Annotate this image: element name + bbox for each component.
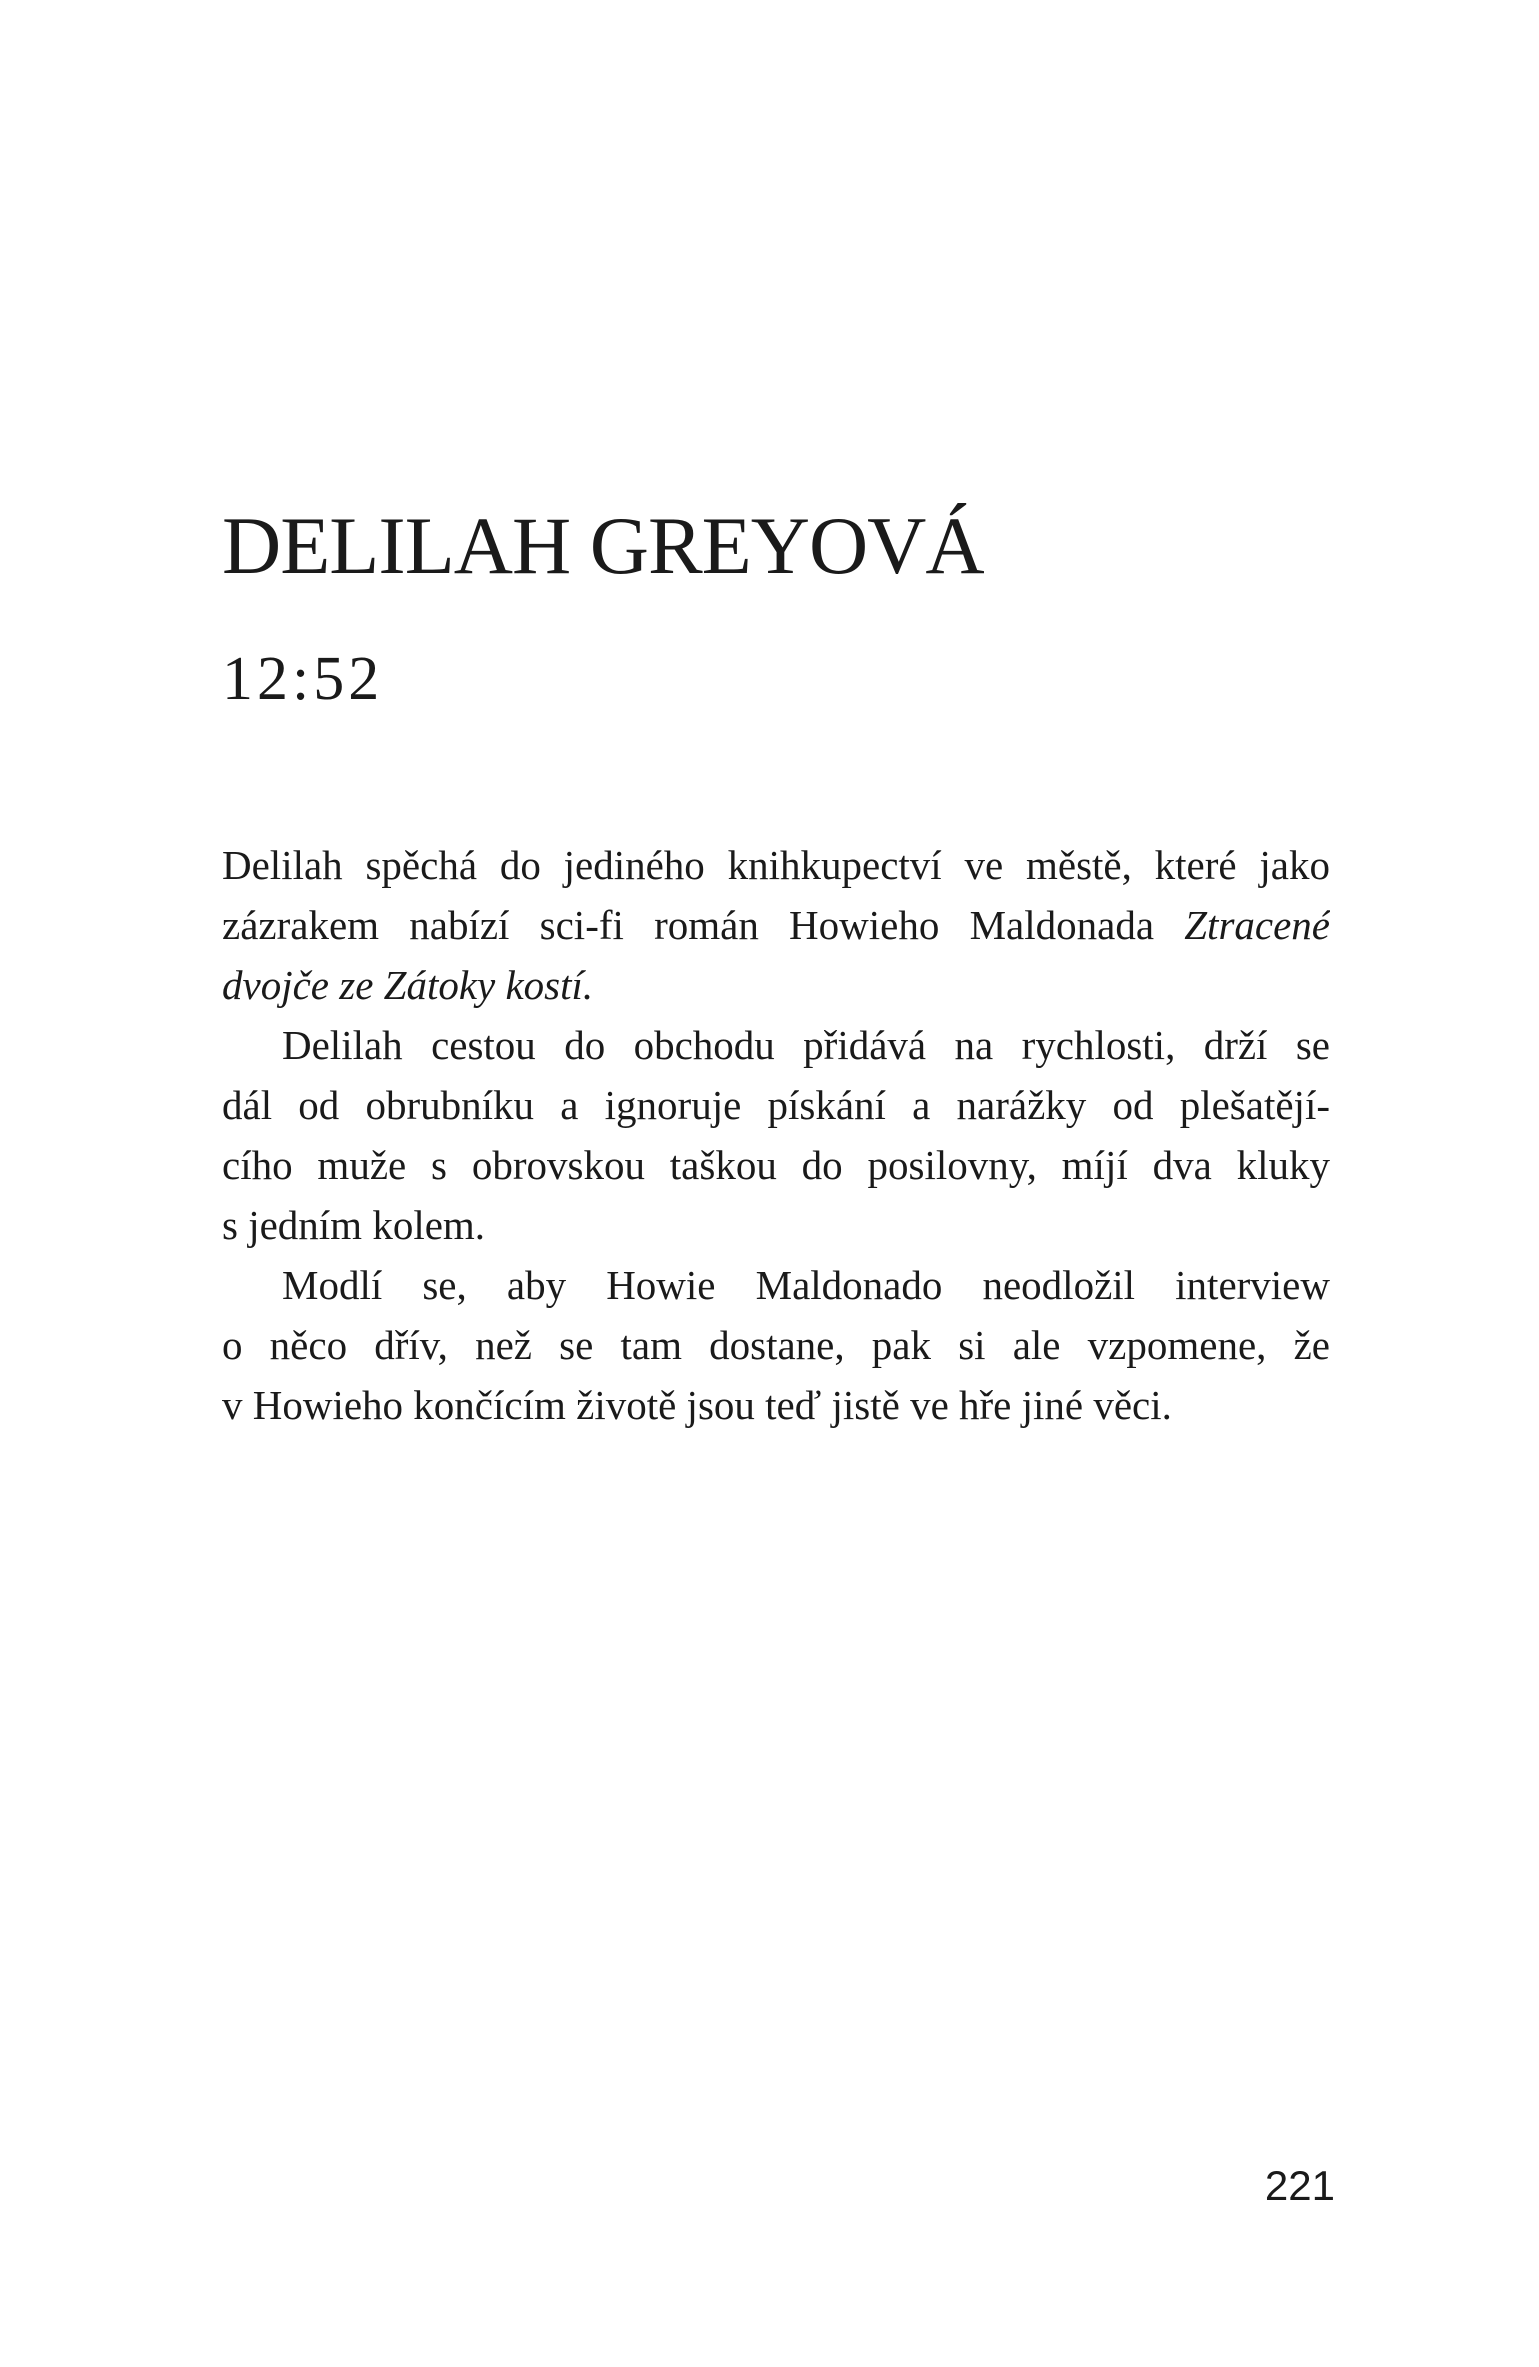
text-line: zázrakem nabízí sci-fi román Howieho Maldonada Ztracené <box>222 902 1330 948</box>
body-text <box>222 835 1330 1435</box>
chapter-time: 12:52 <box>222 645 384 713</box>
text-line: s jedním kolem. <box>222 1202 486 1248</box>
text-line: Modlí se, aby Howie Maldonado neodložil interview <box>282 1262 1330 1308</box>
text-line: o něco dřív, než se tam dostane, pak si ale vzpomene, že <box>222 1322 1330 1368</box>
chapter-title: DELILAH GREYOVÁ <box>222 500 984 591</box>
book-title-italic: Ztracené <box>1184 902 1330 948</box>
text-line: cího muže s obrovskou taškou do posilovny, míjí dva kluky <box>222 1142 1330 1188</box>
text-line: Delilah cestou do obchodu přidává na rychlosti, drží se <box>282 1022 1330 1068</box>
page-number: 221 <box>1264 2162 1335 2209</box>
text-line: dvojče ze Zátoky kostí. <box>222 962 594 1008</box>
text-line: v Howieho končícím životě jsou teď jistě ve hře jiné věci. <box>222 1382 1172 1428</box>
text-line: Delilah spěchá do jediného knihkupectví ve městě, které jako <box>222 842 1330 888</box>
text-line: dál od obrubníku a ignoruje pískání a narážky od plešatějí- <box>222 1082 1330 1128</box>
